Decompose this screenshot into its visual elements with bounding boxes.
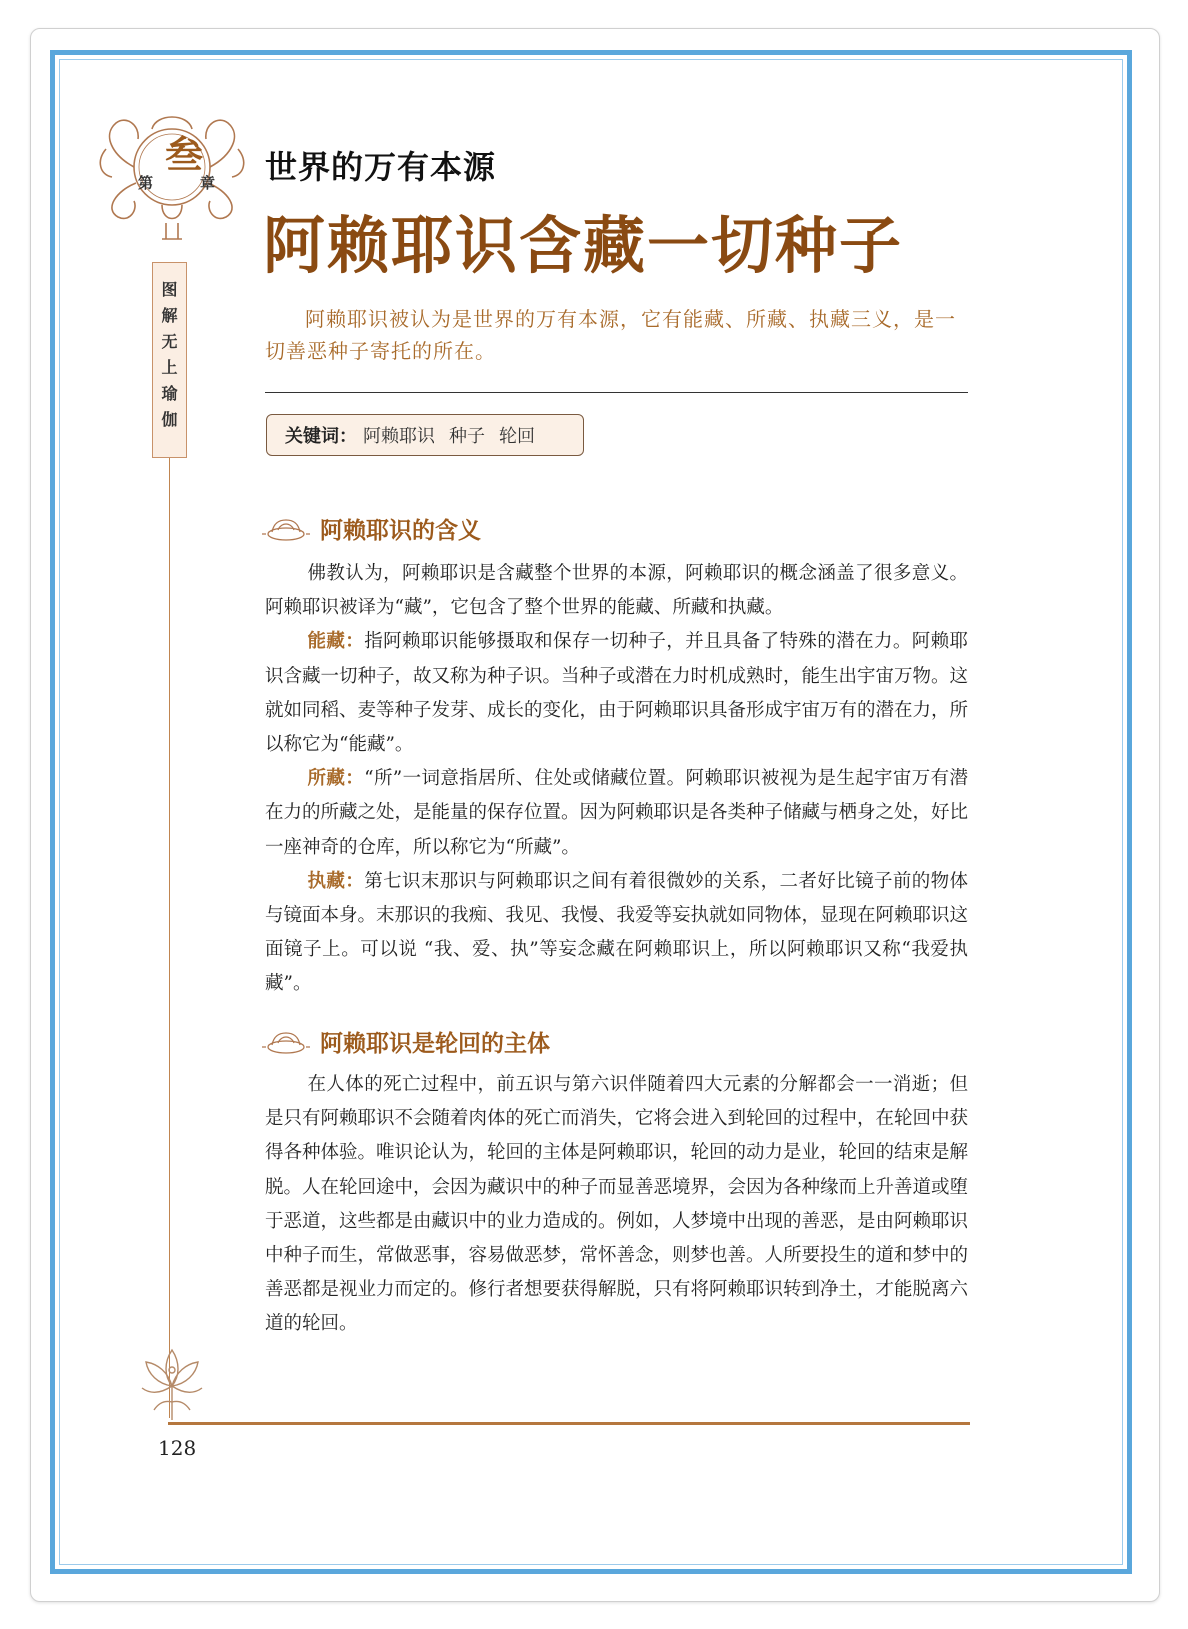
section-heading (262, 512, 481, 545)
side-tab-char: 无 (161, 332, 178, 351)
footer-rule (168, 1422, 970, 1425)
paragraph-text: 佛教认为，阿赖耶识是含藏整个世界的本源，阿赖耶识的概念涵盖了很多意义。阿赖耶识被译为“藏”，它包含了整个世界的能藏、所藏和执藏。 (265, 563, 968, 619)
keyword-label: 关键词： (285, 426, 357, 447)
paragraph (265, 625, 968, 762)
paragraph (265, 762, 968, 865)
side-tab (152, 262, 187, 458)
paragraph (265, 1068, 968, 1342)
page-title: 阿赖耶识含藏一切种子 (263, 209, 904, 282)
section-marker-icon (262, 514, 310, 544)
side-tab-char: 图 (161, 280, 178, 299)
section-title: 阿赖耶识是轮回的主体 (320, 1031, 550, 1057)
side-tab-char: 瑜 (161, 384, 178, 403)
paragraph (265, 865, 968, 1002)
side-rule (169, 458, 170, 1418)
chapter-label-left: 第 (138, 174, 154, 192)
side-tab-char: 上 (161, 358, 178, 377)
side-tab-char: 解 (161, 306, 178, 325)
paragraph-text: 第七识末那识与阿赖耶识之间有着很微妙的关系，二者好比镜子前的物体与镜面本身。末那识的我痴、我见、我慢、我爱等妄执就如同物体，显现在阿赖耶识这面镜子上。可以说 “我、爱、执”等妄念藏在阿赖耶识上，所以阿赖耶识又称“我爱执藏”。 (265, 870, 969, 995)
divider (265, 392, 968, 393)
term-label: 能藏： (307, 631, 365, 653)
section-marker-icon (262, 1027, 310, 1057)
emblem-icon (92, 105, 252, 255)
keyword-item: 种子 (449, 426, 485, 447)
chapter-label-right: 章 (200, 174, 216, 192)
section-body (265, 1068, 968, 1342)
side-tab-char: 伽 (161, 410, 178, 429)
term-label: 所藏： (307, 768, 365, 790)
keyword-item: 轮回 (499, 426, 535, 447)
section-body (265, 557, 968, 1002)
section-heading (262, 1025, 550, 1058)
paragraph-text: 指阿赖耶识能够摄取和保存一切种子，并且具备了特殊的潜在力。阿赖耶识含藏一切种子，故又称为种子识。当种子或潜在力时机成熟时，能生出宇宙万物。这就如同稻、麦等种子发芽、成长的变化，由于阿赖耶识具备形成宇宙万有的潜在力，所以称它为“能藏”。 (265, 631, 969, 756)
chapter-number: 叁 (164, 132, 203, 177)
section-title: 阿赖耶识的含义 (320, 518, 481, 544)
paragraph (265, 557, 968, 625)
page-number: 128 (158, 1436, 197, 1460)
page-subtitle: 世界的万有本源 (265, 148, 497, 186)
keyword-item: 阿赖耶识 (363, 426, 435, 447)
term-label: 执藏： (307, 870, 365, 892)
keyword-box (266, 414, 584, 456)
lotus-icon (136, 1340, 208, 1426)
paragraph-text: “所”一词意指居所、住处或储藏位置。阿赖耶识被视为是生起宇宙万有潜在力的所藏之处，是能量的保存位置。因为阿赖耶识是各类种子储藏与栖身之处，好比一座神奇的仓库，所以称它为“所藏”。 (265, 768, 969, 858)
paragraph-text: 在人体的死亡过程中，前五识与第六识伴随着四大元素的分解都会一一消逝；但是只有阿赖耶识不会随着肉体的死亡而消失，它将会进入到轮回的过程中，在轮回中获得各种体验。唯识论认为，轮回的主体是阿赖耶识，轮回的动力是业，轮回的结束是解脱。人在轮回途中，会因为藏识中的种子而显善恶境界，会因为各种缘而上升善道或堕于恶道，这些都是由藏识中的业力造成的。例如，人梦境中出现的善恶，是由阿赖耶识中种子而生，常做恶事，容易做恶梦，常怀善念，则梦也善。人所要投生的道和梦中的善恶都是视业力而定的。修行者想要获得解脱，只有将阿赖耶识转到净土，才能脱离六道的轮回。 (265, 1074, 969, 1335)
intro-text: 阿赖耶识被认为是世界的万有本源，它有能藏、所藏、执藏三义，是一切善恶种子寄托的所在。 (265, 307, 956, 363)
